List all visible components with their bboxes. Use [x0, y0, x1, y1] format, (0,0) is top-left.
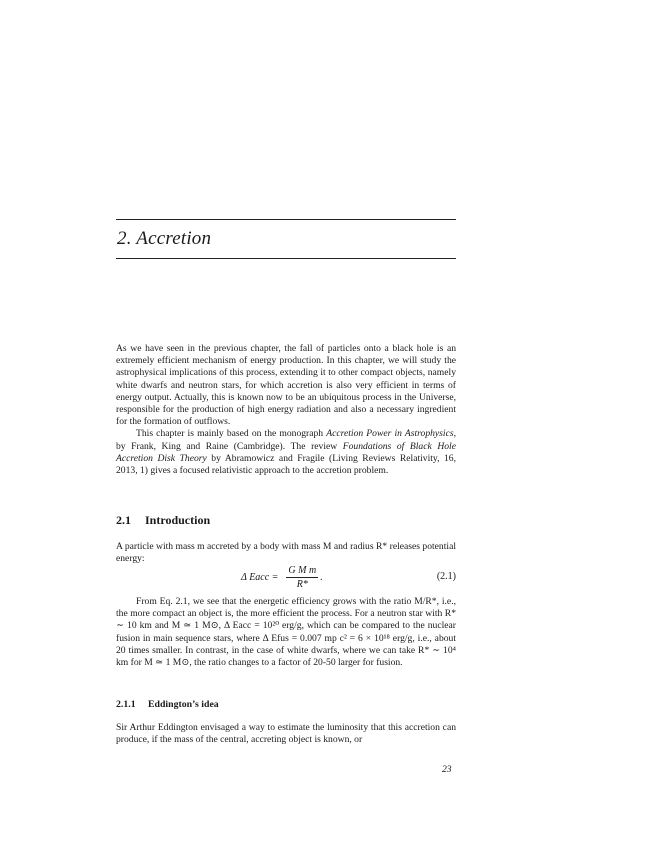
page-number: 23 — [442, 764, 452, 775]
subsection-paragraph: Sir Arthur Eddington envisaged a way to estimate the luminosity that this accretion can produce, if the mass of the central, accreting object is known, or — [116, 722, 456, 746]
intro-paragraph-1: As we have seen in the previous chapter, the fall of particles onto a black hole is an extremely efficient mechanism of energy production. In this chapter, we will study the astrophysical implications of this process, extending it to other compact objects, namely white dwarfs and neutron stars, for which accretion is also very efficient in terms of energy output. Actually, this is known now to be an ubiquitous process in the Universe, responsible for the production of high energy radiation and also a necessary ingredient for the formation of outflows. — [116, 343, 456, 428]
section-paragraph: From Eq. 2.1, we see that the energetic efficiency grows with the ratio M/R*, i.e., the more compact an object is, the more efficient the process. For a neutron star with R* ∼ 10 km and M ≃ 1 M⊙, Δ Eacc = 10²⁰ erg/g, which can be compared to the nuclear fusion in main sequence stars, where Δ Efus = 0.007 mp c² = 6 × 10¹⁸ erg/g, i.e., about 20 times smaller. In contrast, in the case of white dwarfs, where we can take R* ∼ 10⁴ km for M ≃ 1 M⊙, the ratio changes to a factor of 20-50 larger for fusion. — [116, 596, 456, 669]
section-heading — [116, 513, 210, 528]
chapter-bottom-rule — [116, 258, 456, 259]
review-title-foundations: Foundations of Black Hole Accretion Disk Theory — [116, 440, 456, 464]
equation-lhs: Δ Eacc = — [241, 571, 279, 583]
chapter-top-rule — [116, 219, 456, 220]
subsection-heading — [116, 699, 219, 710]
book-title-accretion-power: Accretion Power in Astrophysics — [326, 428, 454, 440]
equation-fraction — [286, 565, 318, 590]
intro-text — [116, 343, 456, 477]
section-lead — [116, 541, 456, 565]
section-number: 2.1 — [116, 513, 131, 527]
equation-body — [241, 564, 323, 590]
chapter-title: 2. Accretion — [117, 228, 212, 249]
intro-p2-part-c: by Abramowicz and Fragile (Living Reviews Relativity, 16, 2013, 1) gives a focused relativistic approach to the accretion problem. — [116, 452, 456, 477]
section-title: Introduction — [145, 513, 211, 527]
subsection-body — [116, 722, 456, 746]
intro-p2-part-a: This chapter is mainly based on the monograph — [136, 428, 327, 440]
section-body — [116, 596, 456, 669]
equation-number: (2.1) — [436, 571, 456, 582]
subsection-number: 2.1.1 — [116, 699, 136, 710]
equation-2-1 — [116, 564, 456, 590]
intro-p2-part-b: , by Frank, King and Raine (Cambridge). The review — [116, 428, 456, 452]
section-lead-text: A particle with mass m accreted by a body with mass M and radius R* releases potential energy: — [116, 541, 456, 565]
intro-paragraph-2 — [116, 428, 456, 477]
subsection-title: Eddington’s idea — [148, 699, 219, 710]
equation-numerator: G M m — [288, 564, 317, 576]
equation-denominator: R* — [296, 578, 308, 590]
equation-trailing: . — [320, 571, 323, 583]
